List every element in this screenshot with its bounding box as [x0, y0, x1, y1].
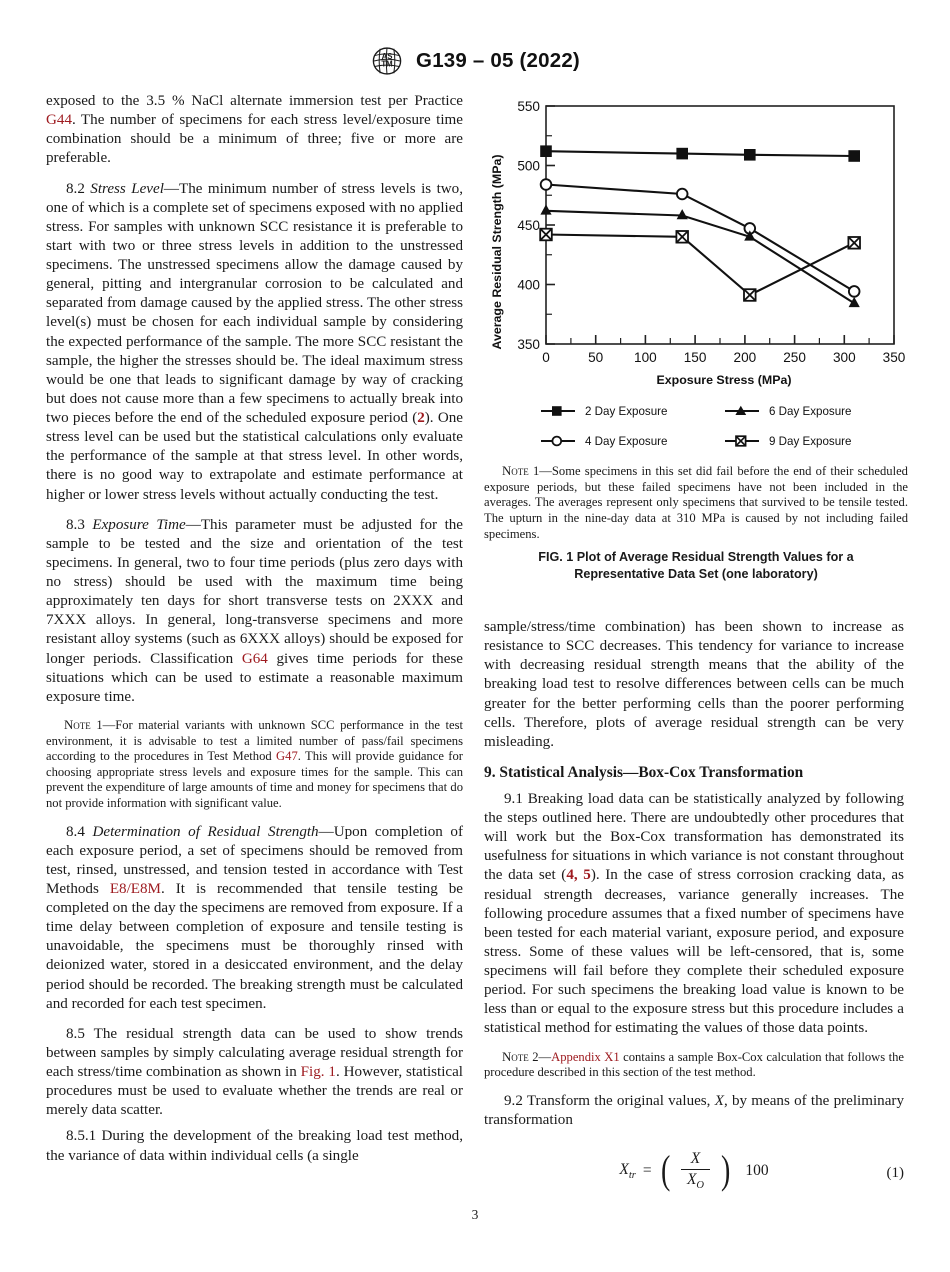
note-1-left [46, 718, 463, 812]
svg-text:AS: AS [381, 51, 393, 61]
figure-note-1 [484, 464, 908, 542]
legend-marker-filled-triangle-icon [724, 404, 760, 418]
text-run: For material variants with unknown SCC performance in the test environment, it is advisable to test a limited number of pass/fail specimens according to the procedures in Test Method [46, 717, 463, 764]
data-point-marker [848, 237, 860, 249]
svg-text:300: 300 [832, 350, 856, 365]
legend-label: 2 Day Exposure [585, 404, 668, 418]
page-number: 3 [471, 1207, 479, 1222]
document-header [0, 44, 950, 78]
left-column [46, 92, 463, 1166]
reference-link-g64[interactable]: G64 [241, 650, 268, 667]
equation-lhs [619, 1160, 635, 1182]
reference-link-e8-e8m[interactable]: E8/E8M [109, 880, 161, 897]
data-point-marker [676, 148, 688, 160]
chart-series-2-day [540, 145, 860, 161]
section-number: 8.5.1 [66, 1128, 102, 1145]
section-number: 8.4 [66, 823, 93, 840]
data-point-marker [676, 231, 688, 243]
note-number: 1— [528, 464, 552, 478]
equation-equals: = [642, 1162, 652, 1180]
section-number: 9.1 [504, 790, 528, 807]
legend-label: 9 Day Exposure [769, 434, 852, 448]
citation-4-5[interactable]: 4, 5 [566, 867, 591, 884]
paragraph-8-5 [46, 1025, 463, 1121]
section-number: 8.5 [66, 1025, 94, 1042]
data-point-marker [541, 179, 552, 190]
equation-multiplier: 100 [745, 1162, 769, 1180]
chart-container [484, 92, 908, 392]
section-number: 8.3 [66, 516, 93, 533]
section-number: 9.2 [504, 1093, 527, 1109]
section-title: Stress Level [90, 180, 164, 197]
text-run: gives time periods for these situations which can be used to estimate a reasonable maximum exposure time. [46, 650, 463, 705]
residual-strength-chart [484, 92, 908, 392]
section-title: Determination of Residual Strength [92, 823, 319, 840]
paren-close: ) [721, 1147, 731, 1193]
equation-number: (1) [886, 1165, 904, 1182]
chart-y-tick-labels [517, 99, 540, 352]
data-point-marker [849, 286, 860, 297]
reference-link-fig-1[interactable]: Fig. 1 [300, 1064, 336, 1081]
svg-text:450: 450 [517, 218, 540, 233]
data-point-marker [848, 150, 860, 162]
chart-series-9-day [540, 229, 860, 301]
chart-x-axis-label: Exposure Stress (MPa) [656, 373, 792, 387]
text-run: During the development of the breaking load test method, the variance of data within individual cells (a single [46, 1128, 463, 1164]
paragraph-8-5-1 [46, 1127, 463, 1165]
text-run: —Upon completion of each exposure period, a set of specimens should be removed from test, rinsed, unstressed, and tension tested in accordance with Test Methods [46, 823, 463, 897]
text-run: Transform the original values, [526, 1093, 715, 1109]
text-run: , by means of the preliminary transformation [484, 1093, 904, 1129]
math-variable: X [714, 1093, 724, 1109]
svg-text:500: 500 [517, 158, 540, 174]
note-number: 1— [90, 717, 116, 732]
data-point-marker [744, 289, 756, 301]
svg-text:100: 100 [634, 350, 657, 365]
section-9-heading: 9. Statistical Analysis—Box-Cox Transformation [484, 763, 804, 781]
equation-1-row [484, 1144, 904, 1202]
paragraph-9-1 [484, 790, 904, 1039]
legend-marker-crossed-square-icon [724, 434, 760, 448]
svg-text:150: 150 [683, 350, 707, 365]
section-title: Exposure Time [92, 516, 186, 533]
reference-link-g44[interactable]: G44 [46, 112, 72, 129]
svg-text:50: 50 [588, 350, 604, 365]
legend-label: 4 Day Exposure [585, 434, 668, 448]
chart-y-major-ticks [546, 106, 555, 344]
text-run: —This parameter must be adjusted for the sample to be tested and the size and orientation of the test specimens. In general, two to four time periods (plus zero days with no stress) should be used with the maximum time being approximately ten days for short transverse tests on 2XXX and 7XXX alloys. In general, long-transverse specimens and more resistant alloy systems (such as 6XXX alloys) should be exposed for longer periods. Classification [46, 516, 464, 667]
paragraph-8-3 [46, 516, 463, 707]
chart-plot-frame [546, 106, 894, 344]
text-run: Some specimens in this set did fail before the end of their scheduled exposure periods, but these failed specimens have not been included in the averages. The averages represent only specimens that survived to be tensile tested. The upturn in the nine-day data at 310 MPa is caused by not including failed specimens. [484, 464, 908, 541]
note-label: Note [64, 717, 91, 732]
legend-marker-open-circle-icon [540, 434, 576, 448]
note-2-right [484, 1050, 904, 1081]
svg-text:200: 200 [733, 350, 757, 365]
equation-1 [484, 1147, 904, 1193]
legend-item-6-day [724, 404, 908, 418]
data-point-marker [744, 149, 756, 161]
text-run: ). One stress level can be used but the statistical calculations only evaluate the performance of the sample at that stress level. In other words, there is no good way to extrapolate and estimate performance at higher or lower stress levels without actually conducting the test. [46, 410, 463, 503]
data-point-marker [540, 204, 551, 214]
figure-1-block [484, 92, 908, 582]
chart-y-axis-label: Average Residual Strength (MPa) [490, 154, 504, 350]
text-run: contains a sample Box-Cox calculation that follows the procedure described in this section of the test method. [484, 1049, 904, 1080]
paragraph-8-5-1-continued [484, 618, 904, 752]
svg-text:250: 250 [783, 350, 806, 365]
astm-logo-icon [370, 44, 404, 78]
text-run: Breaking load data can be statistically analyzed by following the steps outlined here. There are undoubtedly other procedures that will work but the Box-Cox transformation has demonstrated its usefulness for situations in which variance is not constant throughout the data set ( [484, 790, 905, 884]
chart-x-tick-labels [542, 350, 906, 365]
section-number: 8.2 [66, 180, 91, 197]
math-subscript: tr [628, 1169, 636, 1181]
paren-open: ( [660, 1147, 670, 1193]
legend-item-4-day [540, 434, 724, 448]
paragraph-8-2 [46, 180, 463, 505]
legend-marker-filled-square-icon [540, 404, 576, 418]
svg-text:TM: TM [381, 59, 393, 69]
text-run: . This will provide guidance for choosing appropriate stress levels and exposure times for the sample. This can prevent the expenditure of large amounts of time and money for specimens that do not provide information with significant value. [46, 749, 463, 810]
svg-text:0: 0 [542, 350, 550, 365]
svg-text:550: 550 [517, 99, 540, 114]
note-label: Note [502, 464, 529, 478]
fraction-denominator [681, 1170, 710, 1192]
data-point-marker [677, 189, 688, 200]
svg-text:400: 400 [517, 277, 540, 293]
chart-legend [484, 404, 908, 448]
reference-link-appendix-x1[interactable]: Appendix X1 [551, 1049, 620, 1064]
svg-text:350: 350 [882, 350, 906, 365]
svg-text:350: 350 [517, 337, 540, 352]
citation-2[interactable]: 2 [417, 410, 425, 426]
figure-caption [484, 549, 908, 582]
paragraph-8-4 [46, 823, 463, 1014]
figure-caption-line-2: Representative Data Set (one laboratory) [574, 566, 818, 581]
data-point-marker [540, 145, 552, 157]
paragraph-9-2 [484, 1092, 904, 1130]
document-designation: G139 – 05 (2022) [416, 49, 580, 72]
math-variable: X [686, 1170, 697, 1188]
text-run: sample/stress/time combination) has been shown to increase as resistance to SCC decreases. This tendency for variance to increase with decreasing residual strength means that the ability of the breaking load test to resolve differences between cells can be much greater for the better performing cells than the poorer performing cells. Therefore, plots of average residual strength can be very misleading. [484, 619, 904, 750]
reference-link-g47[interactable]: G47 [276, 749, 298, 764]
text-run: . It is recommended that tensile testing be completed on the day the specimens are removed from exposure. If a time delay between completion of exposure and tensile testing is unavoidable, the specimens must be thoroughly rinsed with deionized water, stored in a desiccated environment, and the delay period should be recorded. The breaking strength must be calculated and recorded for each test specimen. [46, 880, 463, 1012]
paragraph-8-1-continued [46, 92, 463, 169]
text-run: The residual strength data can be used to show trends between samples by simply calculating average residual strength for each stress/time combination as shown in [46, 1025, 464, 1081]
math-subscript: O [696, 1179, 705, 1191]
chart-series-6-day [540, 204, 859, 307]
data-point-marker [540, 229, 552, 241]
math-variable: X [619, 1160, 629, 1178]
chart-x-minor-ticks [571, 338, 869, 344]
text-run: . However, statistical procedures must be used to evaluate whether the trends are real or merely data scatter. [46, 1064, 464, 1119]
chart-series-4-day [541, 179, 860, 297]
text-run: . The number of specimens for each stress level/exposure time combination should be a minimum of three; five or more are preferable. [46, 112, 463, 167]
text-run: ). In the case of stress corrosion cracking data, as residual strength decreases, variance generally increases. The following procedure assumes that a fixed number of specimens have been tested for each material variant, exposure period, and exposure stress. Some of these values will be left-censored, that is, some specimens will fail before they complete their scheduled exposure period. For such specimens the breaking load value is known to be less than or equal to the exposure stress but this procedure includes a statistical method for estimating the values of those data points. [484, 867, 904, 1037]
figure-caption-line-1: FIG. 1 Plot of Average Residual Strength Values for a [538, 550, 854, 565]
note-label: Note [502, 1049, 529, 1064]
text-run: —The minimum number of stress levels is two, one of which is a complete set of specimens exposed with no applied stress. For samples with unknown SCC resistance it is preferable to start with two or three stress levels in addition to the unstressed specimens. The unstressed specimens allow the damage caused by general, pitting and intergranular corrosion to be calculated and separated from damage caused by the applied stress. The other stress level(s) must be chosen for each individual sample by considering the expected performance of the sample. The more SCC resistant the sample, the higher the stresses should be. The ideal maximum stress would be one that leads to significant damage by way of cracking but does not cause more than a few specimens to actually break into two pieces before the end of the scheduled exposure period ( [46, 180, 463, 426]
fraction-numerator: X [690, 1150, 701, 1168]
equation-fraction [681, 1150, 710, 1191]
data-point-marker [677, 209, 688, 219]
legend-item-2-day [540, 404, 724, 418]
legend-label: 6 Day Exposure [769, 404, 852, 418]
text-run: exposed to the 3.5 % NaCl alternate immersion test per Practice [46, 93, 463, 109]
note-number: 2— [528, 1049, 552, 1064]
legend-item-9-day [724, 434, 908, 448]
right-column [484, 618, 904, 1202]
